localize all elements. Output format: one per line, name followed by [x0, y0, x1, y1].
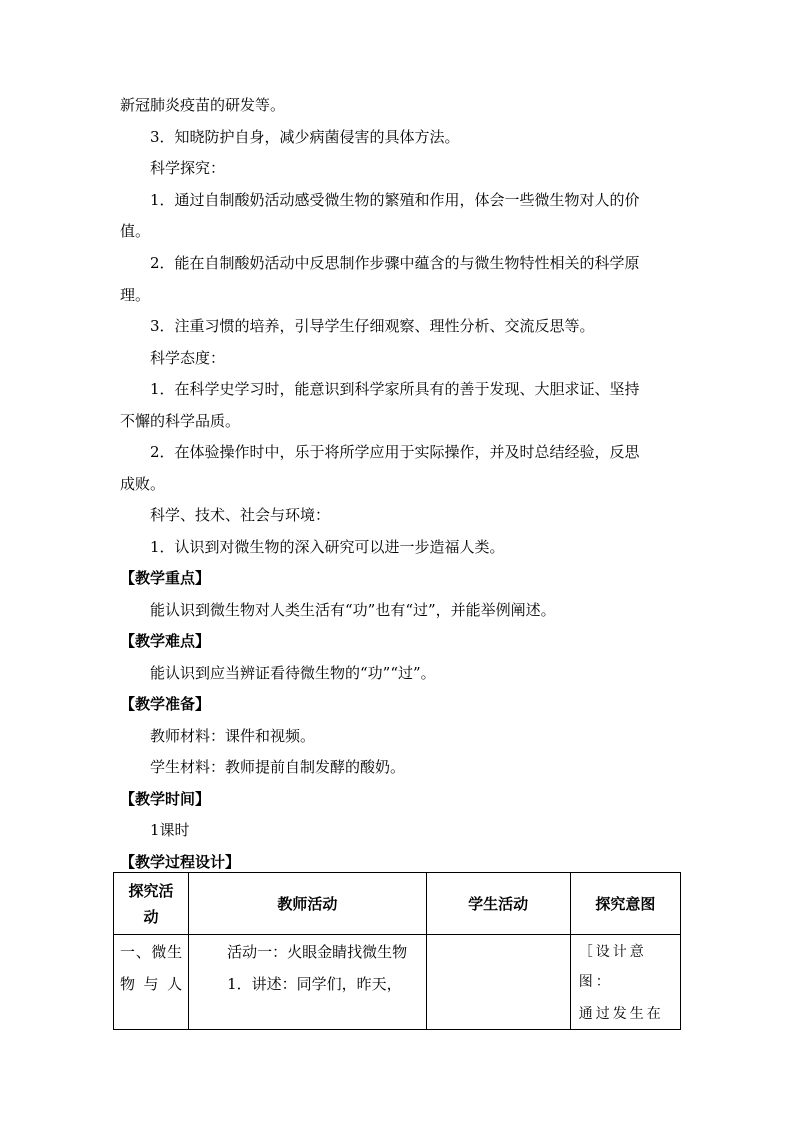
heading-preparation: 【教学准备】 [120, 695, 211, 713]
text-line: 2．在体验操作时中，乐于将所学应用于实际操作，并及时总结经验，反思 [150, 443, 640, 461]
text-line: 3．注重习惯的培养，引导学生仔细观察、理性分析、交流反思等。 [150, 317, 595, 335]
heading-time: 【教学时间】 [120, 790, 211, 808]
table-row [114, 935, 681, 1030]
text-line: 1．认识到对微生物的深入研究可以进一步造福人类。 [150, 538, 505, 556]
cell-activity [114, 935, 189, 1030]
process-table [113, 872, 681, 1030]
cell-teacher-line1: 活动一：火眼金睛找微生物 [227, 943, 408, 961]
cell-intent-line2: 通过发生在 [578, 1006, 664, 1022]
header-teacher-activity: 教师活动 [189, 873, 426, 935]
cell-activity-line1: 一、微生 [120, 943, 183, 961]
cell-intent-line1: ［设计意图： [578, 944, 647, 990]
heading-key-points: 【教学重点】 [120, 569, 211, 587]
header-activity [114, 873, 189, 935]
header-activity-line2: 动 [143, 907, 159, 926]
text-line: 教师材料：课件和视频。 [150, 727, 316, 745]
section-label-stse: 科学、技术、社会与环境： [150, 506, 331, 524]
cell-intent [570, 935, 680, 1030]
section-label-inquiry: 科学探究： [150, 159, 226, 177]
text-line: 新冠肺炎疫苗的研发等。 [120, 96, 286, 114]
heading-process-design: 【教学过程设计】 [120, 853, 241, 871]
cell-student-activity [426, 935, 570, 1030]
text-line: 1．通过自制酸奶活动感受微生物的繁殖和作用，体会一些微生物对人的价 [150, 191, 640, 209]
text-line: 理。 [120, 286, 151, 304]
text-line: 1课时 [150, 821, 190, 839]
header-student-activity: 学生活动 [426, 873, 570, 935]
heading-difficulties: 【教学难点】 [120, 632, 211, 650]
text-line: 能认识到应当辨证看待微生物的“功”“过”。 [150, 664, 436, 682]
text-line: 值。 [120, 222, 151, 240]
cell-teacher-activity [189, 935, 426, 1030]
cell-activity-line2: 物 与 人 [120, 975, 183, 993]
text-line: 成败。 [120, 475, 166, 493]
text-line: 1．在科学史学习时，能意识到科学家所具有的善于发现、大胆求证、坚持 [150, 380, 640, 398]
text-line: 2．能在自制酸奶活动中反思制作步骤中蕴含的与微生物特性相关的科学原 [150, 254, 640, 272]
section-label-attitude: 科学态度： [150, 349, 226, 367]
text-line: 不懈的科学品质。 [120, 412, 241, 430]
cell-teacher-line2: 1．讲述：同学们，昨天， [227, 975, 402, 993]
table-header-row [114, 873, 681, 935]
text-line: 学生材料：教师提前自制发酵的酸奶。 [150, 758, 406, 776]
text-line: 3．知晓防护自身，减少病菌侵害的具体方法。 [150, 128, 460, 146]
header-activity-line1: 探究活 [128, 881, 174, 900]
text-line: 能认识到微生物对人类生活有“功”也有“过”，并能举例阐述。 [150, 601, 556, 619]
header-intent: 探究意图 [570, 873, 680, 935]
